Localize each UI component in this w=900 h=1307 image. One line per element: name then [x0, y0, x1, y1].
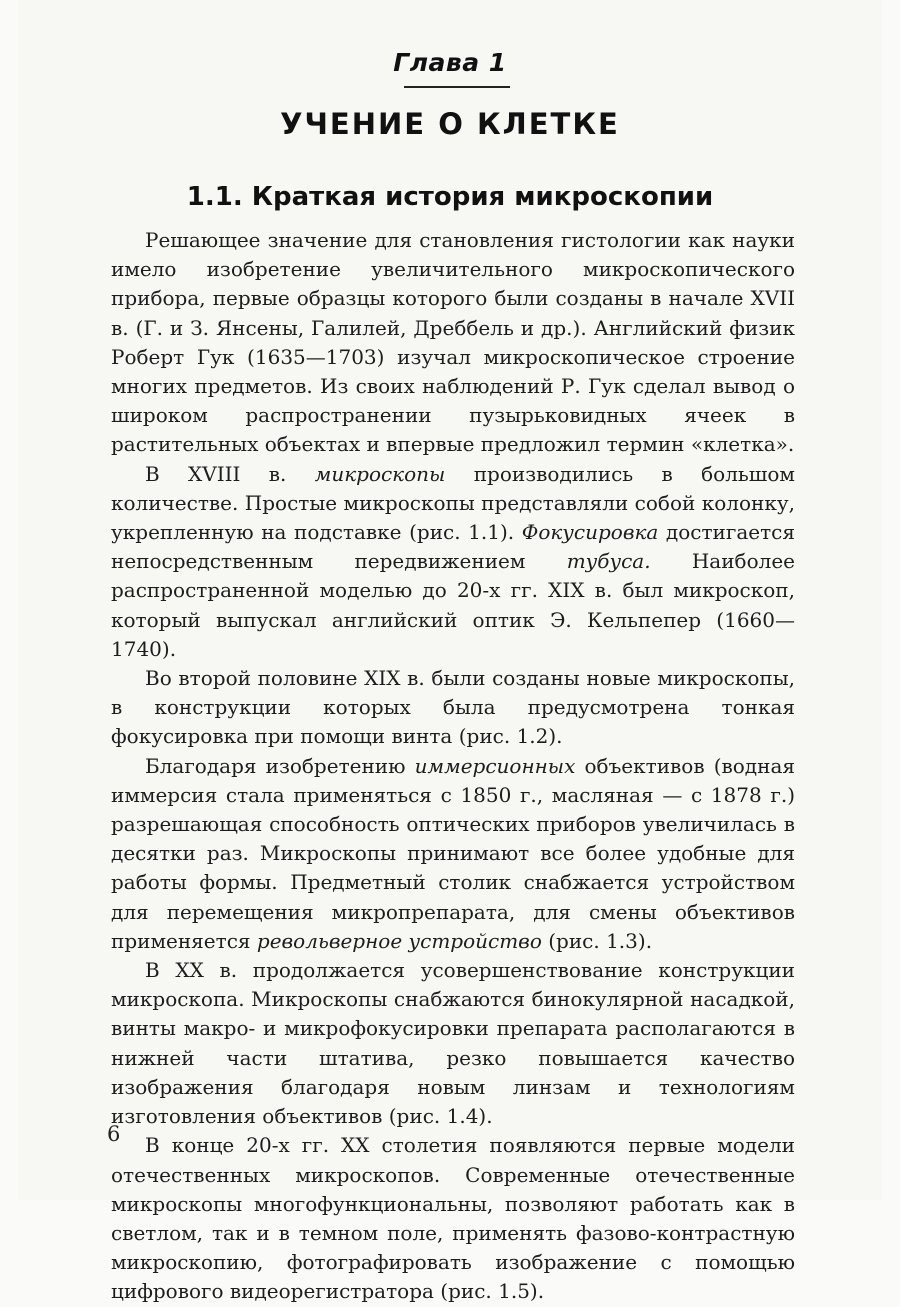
section-heading: 1.1. Краткая история микроскопии: [186, 182, 714, 212]
paragraph: [111, 752, 795, 956]
italic-term: тубуса.: [566, 549, 651, 574]
paragraph: [111, 460, 795, 664]
paragraph: Во второй половине XIX в. были созданы новые микроскопы, в конструкции которых была предусмотрена тонкая фокусировка при помощи винта (рис. 1.2).: [111, 666, 795, 749]
text-run: Благодаря изобретению: [145, 753, 415, 778]
page-number: 6: [107, 1122, 121, 1146]
italic-term: револьверное устройство: [256, 928, 542, 953]
text-run: Наиболее распространенной моделью до 20-х гг. XIX в. был микроскоп, который выпускал английский оптик Э. Кельпепер (1660—1740).: [111, 549, 795, 661]
text-run: достигается непосредственным передвижением: [111, 520, 795, 574]
text-run: производились в большом количестве. Простые микроскопы представляли собой колонку, укрепленную на подставке (рис. 1.1).: [111, 461, 795, 545]
chapter-title: УЧЕНИЕ О КЛЕТКЕ: [280, 107, 620, 141]
body-text: [111, 226, 795, 1307]
paragraph: Решающее значение для становления гистологии как науки имело изобретение увеличительного микроскопического прибора, первые образцы которого были созданы в начале XVII в. (Г. и З. Янсены, Галилей, Дреббель и др.). Английский физик Роберт Гук (1635—1703) изучал микроскопическое строение многих предметов. Из своих наблюдений Р. Гук сделал вывод о широком распространении пузырьковидных ячеек в растительных объектах и впервые предложил термин «клетка».: [111, 228, 795, 457]
chapter-label: Глава 1: [393, 48, 507, 77]
italic-term: микроскопы: [314, 461, 446, 486]
text-run: объективов (водная иммерсия стала применяться с 1850 г., масляная — с 1878 г.) разрешающая способность оптических приборов увеличилась в десятки раз. Микроскопы принимают все более удобные для работы формы. Предметный столик снабжается устройством для перемещения микропрепарата, для смены объективов применяется: [111, 753, 795, 953]
italic-term: Фокусировка: [521, 520, 659, 545]
chapter-underline: [404, 86, 510, 88]
italic-term: иммерсионных: [414, 753, 576, 778]
paragraph: В XX в. продолжается усовершенствование конструкции микроскопа. Микроскопы снабжаются бинокулярной насадкой, винты макро- и микрофокусировки препарата располагаются в нижней части штатива, резко повышается качество изображения благодаря новым линзам и технологиям изготовления объективов (рис. 1.4).: [111, 958, 795, 1129]
paragraph: В конце 20-х гг. XX столетия появляются первые модели отечественных микроскопов. Современные отечественные микроскопы многофункциональны, позволяют работать как в светлом, так и в темном поле, применять фазово-контрастную микроскопию, фотографировать изображение с помощью цифрового видеорегистратора (рис. 1.5).: [111, 1133, 795, 1304]
text-run: В XVIII в.: [145, 461, 315, 486]
text-run: (рис. 1.3).: [541, 928, 653, 953]
